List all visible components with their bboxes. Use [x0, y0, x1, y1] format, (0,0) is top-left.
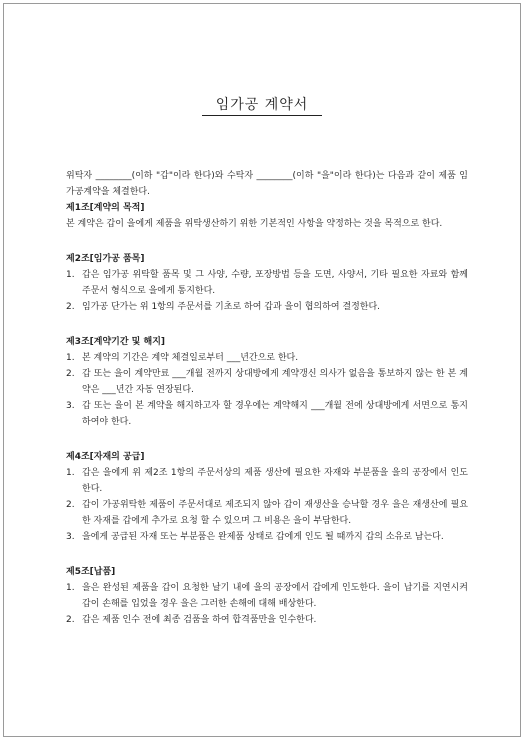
list-item: 2. 갑은 제품 인수 전에 최종 검품을 하여 합격품만을 인수한다.: [66, 615, 317, 625]
section-2: [66, 251, 468, 315]
section-heading: 제3조[계약기간 및 해지]: [66, 337, 166, 347]
intro-paragraph: 위탁자 ________(이하 "갑"이라 한다)와 수탁자 ________(이하 "을"이라 한다)는 다음과 같이 제품 임가공계약을 체결한다.: [66, 171, 468, 197]
clause-list: [66, 267, 468, 315]
clause-list: [66, 580, 468, 628]
clause-list: [66, 465, 468, 545]
section-3: [66, 334, 468, 430]
list-item: 2. 갑이 가공위탁한 제품이 주문서대로 제조되지 않아 갑이 재생산을 승낙할 경우 을은 재생산에 필요한 자재를 갑에게 추가로 요청 할 수 있으며 그 비용은 을이 부담한다.: [66, 500, 468, 526]
list-item: 1. 을은 완성된 제품을 갑이 요청한 날기 내에 을의 공장에서 갑에게 인도한다. 을이 납기를 지연시켜 갑이 손해를 입었을 경우 을은 그러한 손해에 대해 배상한다.: [66, 583, 468, 609]
list-item: 1. 갑은 임가공 위탁할 품목 및 그 사양, 수량, 포장방법 등을 도면, 사양서, 기타 필요한 자료와 함께 주문서 형식으로 을에게 통지한다.: [66, 270, 468, 296]
section-paragraph: 본 계약은 갑이 을에게 제품을 위탁생산하기 위한 기본적인 사항을 약정하는 것을 목적으로 한다.: [66, 219, 443, 229]
list-item: 3. 을에게 공급된 자재 또는 부분품은 완제품 상태로 갑에게 인도 될 때까지 갑의 소유로 남는다.: [66, 532, 444, 542]
section-heading: 제1조[계약의 목적]: [66, 203, 145, 213]
list-item: 3. 갑 또는 을이 본 계약을 해지하고자 할 경우에는 계약해지 ___개월 전에 상대방에게 서면으로 통지하여야 한다.: [66, 401, 468, 427]
list-item: 1. 갑은 을에게 위 제2조 1항의 주문서상의 제품 생산에 필요한 자재와 부분품을 을의 공장에서 인도한다.: [66, 468, 468, 494]
section-1: [66, 200, 468, 232]
section-heading: 제2조[임가공 품목]: [66, 254, 145, 264]
document-title-wrap: [4, 94, 520, 114]
section-5: [66, 564, 468, 628]
section-4: [66, 449, 468, 545]
section-heading: 제4조[자재의 공급]: [66, 452, 145, 462]
list-item: 1. 본 계약의 기간은 계약 체결일로부터 ___년간으로 한다.: [66, 353, 299, 363]
document-body: [66, 168, 468, 647]
list-item: 2. 갑 또는 을이 계약만료 ___개월 전까지 상대방에게 계약갱신 의사가 없음을 통보하지 않는 한 본 계약은 ___년간 자동 연장된다.: [66, 369, 468, 395]
document-page: [3, 3, 521, 737]
document-title: 임가공 계약서: [202, 97, 323, 116]
section-heading: 제5조[납품]: [66, 567, 116, 577]
list-item: 2. 임가공 단가는 위 1항의 주문서를 기초로 하여 갑과 을이 협의하여 결정한다.: [66, 302, 381, 312]
clause-list: [66, 350, 468, 430]
